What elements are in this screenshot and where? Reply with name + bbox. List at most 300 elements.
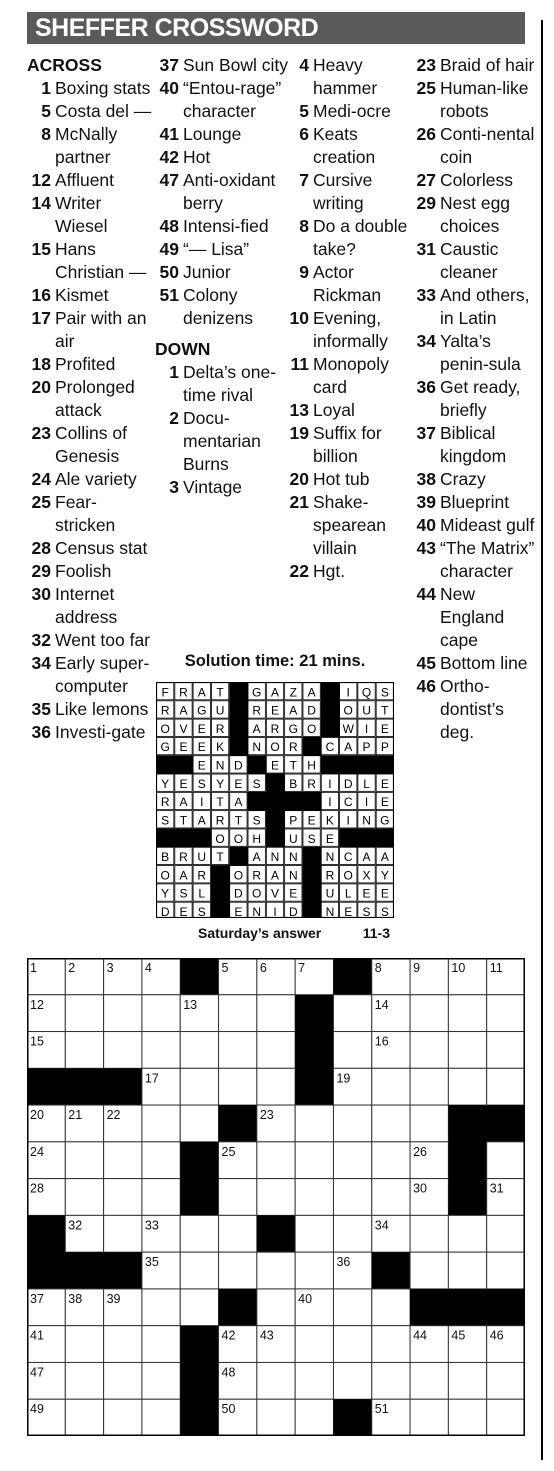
clue-number: 21 bbox=[289, 492, 309, 512]
clue-number: 33 bbox=[416, 285, 436, 305]
mini-letter: S bbox=[197, 905, 206, 918]
grid-cell[interactable] bbox=[333, 1179, 371, 1216]
down-clue-43 bbox=[412, 537, 542, 583]
black-square bbox=[27, 1252, 66, 1289]
down-clue-5 bbox=[285, 100, 410, 123]
down-clue-7 bbox=[285, 169, 410, 215]
grid-cell[interactable] bbox=[104, 995, 142, 1032]
grid-cell[interactable] bbox=[372, 1179, 410, 1216]
across-clue-36 bbox=[27, 721, 155, 744]
clue-number: 16 bbox=[31, 285, 51, 305]
grid-cell[interactable] bbox=[219, 995, 257, 1032]
clue-text: Monopoly card bbox=[313, 354, 389, 397]
grid-cell[interactable] bbox=[295, 1326, 333, 1363]
clue-text: Fear-stricken bbox=[55, 492, 116, 535]
mini-black-square bbox=[266, 792, 285, 811]
grid-cell[interactable] bbox=[257, 1399, 295, 1436]
grid-cell[interactable] bbox=[487, 1399, 525, 1436]
clue-number: 15 bbox=[31, 239, 51, 259]
clue-number: 29 bbox=[416, 193, 436, 213]
title-bar bbox=[27, 12, 525, 44]
mini-letter: I bbox=[364, 795, 369, 810]
clue-number: 36 bbox=[31, 722, 51, 742]
grid-cell[interactable] bbox=[333, 995, 371, 1032]
mini-letter: E bbox=[380, 776, 389, 791]
mini-letter: E bbox=[179, 740, 188, 755]
grid-cell[interactable] bbox=[487, 1252, 525, 1289]
black-square bbox=[104, 1252, 143, 1289]
grid-cell[interactable] bbox=[142, 1362, 180, 1399]
mini-letter: P bbox=[362, 740, 371, 755]
crossword-grid-svg[interactable] bbox=[27, 958, 525, 1436]
grid-cell[interactable] bbox=[104, 1179, 142, 1216]
clue-number: 5 bbox=[299, 101, 309, 121]
grid-cell[interactable] bbox=[372, 1289, 410, 1326]
mini-letter: E bbox=[344, 905, 353, 918]
cell-number: 15 bbox=[30, 1034, 44, 1049]
mini-letter: S bbox=[362, 905, 371, 918]
mini-letter: S bbox=[252, 813, 261, 828]
clue-number: 40 bbox=[159, 78, 179, 98]
cell-number: 32 bbox=[68, 1218, 83, 1233]
clue-number: 20 bbox=[289, 469, 309, 489]
clue-text: Conti-nental coin bbox=[440, 124, 535, 167]
grid-cell[interactable] bbox=[333, 1326, 371, 1363]
grid-cell[interactable] bbox=[410, 1105, 448, 1142]
mini-letter: A bbox=[252, 850, 261, 865]
mini-letter: R bbox=[288, 740, 298, 755]
black-square bbox=[448, 1142, 487, 1179]
mini-letter: E bbox=[197, 740, 206, 755]
cell-number: 36 bbox=[336, 1255, 351, 1270]
grid-cell[interactable] bbox=[142, 1399, 180, 1436]
clue-text: Ale variety bbox=[55, 469, 137, 489]
mini-letter: A bbox=[252, 721, 261, 736]
grid-cell[interactable] bbox=[180, 1105, 218, 1142]
across-clue-5 bbox=[27, 100, 155, 123]
grid-cell[interactable] bbox=[257, 1068, 295, 1105]
clue-number: 25 bbox=[416, 78, 436, 98]
mini-black-square bbox=[321, 755, 340, 774]
grid-cell[interactable] bbox=[180, 1068, 218, 1105]
mini-black-square bbox=[302, 902, 321, 918]
grid-cell[interactable] bbox=[257, 1362, 295, 1399]
clue-text: Suffix for billion bbox=[313, 423, 382, 466]
down-clue-3 bbox=[155, 476, 295, 499]
black-square bbox=[295, 995, 334, 1032]
grid-cell[interactable] bbox=[65, 1142, 103, 1179]
mini-letter: D bbox=[307, 703, 316, 718]
mini-letter: A bbox=[197, 813, 206, 828]
mini-letter: Y bbox=[380, 868, 389, 883]
mini-letter: D bbox=[343, 776, 353, 791]
mini-letter: R bbox=[215, 721, 225, 736]
clue-text: Yalta’s penin-sula bbox=[440, 331, 521, 374]
grid-cell[interactable] bbox=[104, 1362, 142, 1399]
cell-number: 17 bbox=[144, 1071, 159, 1086]
grid-cell[interactable] bbox=[295, 1105, 333, 1142]
mini-letter: U bbox=[362, 703, 371, 718]
mini-letter: K bbox=[216, 740, 225, 755]
grid-cell[interactable] bbox=[65, 1399, 103, 1436]
mini-letter: D bbox=[234, 886, 243, 901]
down-clue-38 bbox=[412, 468, 542, 491]
clue-number: 4 bbox=[299, 55, 309, 75]
grid-cell[interactable] bbox=[142, 995, 180, 1032]
mini-letter: V bbox=[270, 886, 280, 901]
mini-letter: D bbox=[160, 905, 170, 918]
down-clue-19 bbox=[285, 422, 410, 468]
grid-cell[interactable] bbox=[410, 1215, 448, 1252]
mini-letter: B bbox=[161, 850, 170, 865]
grid-cell[interactable] bbox=[180, 1252, 218, 1289]
across-clue-32 bbox=[27, 629, 155, 652]
cell-number: 44 bbox=[413, 1328, 427, 1343]
black-square bbox=[295, 1068, 334, 1105]
grid-cell[interactable] bbox=[487, 995, 525, 1032]
grid-cell[interactable] bbox=[448, 1252, 486, 1289]
grid-cell[interactable] bbox=[410, 995, 448, 1032]
grid-cell[interactable] bbox=[65, 1362, 103, 1399]
mini-letter: N bbox=[288, 868, 298, 883]
grid-cell[interactable] bbox=[333, 1215, 371, 1252]
grid-cell[interactable] bbox=[333, 1105, 371, 1142]
clue-text: Junior bbox=[183, 262, 231, 282]
clue-text: Investi-gate bbox=[55, 722, 146, 742]
clue-number: 31 bbox=[416, 239, 436, 259]
mini-letter: T bbox=[216, 685, 224, 700]
solution-caption-text: Saturday’s answer bbox=[198, 925, 322, 941]
mini-letter: I bbox=[328, 795, 332, 810]
grid-cell[interactable] bbox=[410, 1399, 448, 1436]
grid-cell[interactable] bbox=[448, 1362, 486, 1399]
across-column-1 bbox=[27, 54, 155, 744]
down-column-3 bbox=[285, 54, 410, 583]
across-clue-50 bbox=[155, 261, 295, 284]
grid-cell[interactable] bbox=[372, 1068, 410, 1105]
grid-cell[interactable] bbox=[257, 1032, 295, 1069]
cell-number: 8 bbox=[374, 961, 382, 975]
clue-text: Like lemons bbox=[55, 699, 149, 719]
mini-letter: T bbox=[381, 703, 389, 718]
mini-letter: R bbox=[307, 776, 316, 791]
grid-cell[interactable] bbox=[104, 1215, 142, 1252]
mini-black-square bbox=[321, 719, 340, 738]
grid-cell[interactable] bbox=[295, 1252, 333, 1289]
cell-number: 39 bbox=[106, 1291, 121, 1306]
cell-number: 42 bbox=[221, 1328, 236, 1343]
grid-cell[interactable] bbox=[65, 1179, 103, 1216]
grid-cell[interactable] bbox=[219, 1032, 257, 1069]
black-square bbox=[372, 1252, 411, 1289]
mini-letter: T bbox=[179, 813, 188, 828]
grid-cell[interactable] bbox=[487, 1362, 525, 1399]
clue-heading: ACROSS bbox=[27, 55, 102, 75]
clue-number: 49 bbox=[159, 239, 179, 259]
grid-cell[interactable] bbox=[65, 995, 103, 1032]
mini-letter: A bbox=[270, 868, 280, 883]
mini-letter: O bbox=[233, 868, 244, 883]
mini-letter: E bbox=[234, 905, 243, 918]
across-clue-15 bbox=[27, 238, 155, 284]
mini-letter: E bbox=[197, 758, 206, 773]
mini-letter: E bbox=[307, 813, 316, 828]
mini-black-square bbox=[229, 719, 248, 738]
across-clue-12 bbox=[27, 169, 155, 192]
grid-cell[interactable] bbox=[257, 1289, 295, 1326]
clue-text: “Entou-rage” character bbox=[183, 78, 282, 121]
grid-cell[interactable] bbox=[295, 1215, 333, 1252]
across-clue-16 bbox=[27, 284, 155, 307]
black-square bbox=[180, 1142, 219, 1179]
across-clue-51 bbox=[155, 284, 295, 330]
grid-cell[interactable] bbox=[410, 1032, 448, 1069]
mini-letter: E bbox=[289, 886, 298, 901]
clue-text: Delta’s one-time rival bbox=[183, 362, 277, 405]
grid-cell[interactable] bbox=[257, 1179, 295, 1216]
mini-letter: U bbox=[197, 850, 207, 865]
clue-text: Crazy bbox=[440, 469, 486, 489]
black-square bbox=[410, 1289, 449, 1326]
clue-number: 34 bbox=[416, 331, 436, 351]
grid-cell[interactable] bbox=[448, 1215, 486, 1252]
grid-cell[interactable] bbox=[142, 1105, 180, 1142]
mini-letter: A bbox=[380, 850, 389, 865]
mini-black-square bbox=[211, 883, 230, 902]
mini-letter: D bbox=[234, 758, 243, 773]
mini-black-square bbox=[357, 828, 376, 847]
mini-black-square bbox=[174, 755, 193, 774]
across-clue-34 bbox=[27, 652, 155, 698]
down-clue-4 bbox=[285, 54, 410, 100]
clue-number: 48 bbox=[159, 216, 179, 236]
clue-number: 23 bbox=[416, 55, 436, 75]
down-clue-22 bbox=[285, 560, 410, 583]
down-clue-39 bbox=[412, 491, 542, 514]
mini-black-square bbox=[174, 828, 193, 847]
grid-cell[interactable] bbox=[65, 1032, 103, 1069]
grid-cell[interactable] bbox=[333, 1142, 371, 1179]
crossword-grid[interactable] bbox=[27, 958, 525, 1441]
grid-cell[interactable] bbox=[142, 1142, 180, 1179]
grid-cell[interactable] bbox=[104, 1326, 142, 1363]
mini-letter: I bbox=[328, 776, 332, 791]
down-clue-29 bbox=[412, 192, 542, 238]
clue-text: Census stat bbox=[55, 538, 148, 558]
mini-letter: F bbox=[161, 685, 169, 700]
mini-letter: R bbox=[215, 813, 225, 828]
mini-letter: O bbox=[233, 831, 244, 846]
clue-number: 37 bbox=[159, 55, 179, 75]
cell-number: 3 bbox=[106, 961, 114, 975]
grid-cell[interactable] bbox=[372, 1326, 410, 1363]
down-clue-10 bbox=[285, 307, 410, 353]
cell-number: 6 bbox=[259, 961, 267, 975]
down-clue-31 bbox=[412, 238, 542, 284]
down-clue-20 bbox=[285, 468, 410, 491]
grid-cell[interactable] bbox=[410, 1362, 448, 1399]
grid-cell[interactable] bbox=[487, 1032, 525, 1069]
grid-cell[interactable] bbox=[142, 1032, 180, 1069]
clue-text: New England cape bbox=[440, 584, 505, 650]
clue-text: Costa del — bbox=[55, 101, 152, 121]
grid-cell[interactable] bbox=[410, 1252, 448, 1289]
mini-letter: U bbox=[215, 703, 225, 718]
grid-cell[interactable] bbox=[448, 1399, 486, 1436]
grid-cell[interactable] bbox=[142, 1326, 180, 1363]
clue-number: 38 bbox=[416, 469, 436, 489]
down-clue-13 bbox=[285, 399, 410, 422]
black-square bbox=[65, 1068, 104, 1105]
across-clue-1 bbox=[27, 77, 155, 100]
mini-black-square bbox=[321, 682, 340, 701]
grid-cell[interactable] bbox=[448, 995, 486, 1032]
clue-number: 37 bbox=[416, 423, 436, 443]
mini-black-square bbox=[266, 828, 285, 847]
grid-cell[interactable] bbox=[448, 1032, 486, 1069]
clue-text: McNally partner bbox=[55, 124, 118, 167]
grid-cell[interactable] bbox=[333, 1289, 371, 1326]
grid-cell[interactable] bbox=[487, 1215, 525, 1252]
clue-number: 2 bbox=[169, 408, 179, 428]
clue-text: Loyal bbox=[313, 400, 355, 420]
cell-number: 45 bbox=[451, 1328, 466, 1343]
mini-black-square bbox=[248, 792, 267, 811]
mini-letter: I bbox=[364, 721, 369, 736]
grid-cell[interactable] bbox=[295, 1362, 333, 1399]
across-clue-8 bbox=[27, 123, 155, 169]
mini-letter: T bbox=[216, 850, 224, 865]
grid-cell[interactable] bbox=[295, 1399, 333, 1436]
cell-number: 48 bbox=[221, 1365, 236, 1380]
black-square bbox=[27, 1068, 66, 1105]
mini-black-square bbox=[266, 774, 285, 793]
grid-cell[interactable] bbox=[257, 995, 295, 1032]
mini-black-square bbox=[284, 792, 303, 811]
mini-letter: S bbox=[161, 813, 170, 828]
mini-letter: A bbox=[362, 850, 371, 865]
grid-cell[interactable] bbox=[104, 1142, 142, 1179]
grid-cell[interactable] bbox=[257, 1142, 295, 1179]
cell-number: 2 bbox=[68, 961, 76, 975]
clue-text: Anti-oxidant berry bbox=[183, 170, 276, 213]
mini-letter: S bbox=[252, 776, 261, 791]
clue-number: 9 bbox=[299, 262, 309, 282]
across-clue-30 bbox=[27, 583, 155, 629]
mini-letter: I bbox=[200, 795, 204, 810]
mini-letter: A bbox=[344, 740, 353, 755]
clue-text: Evening, informally bbox=[313, 308, 388, 351]
grid-cell[interactable] bbox=[180, 1215, 218, 1252]
black-square bbox=[219, 1289, 258, 1326]
clue-text: Heavy hammer bbox=[313, 55, 378, 98]
grid-cell[interactable] bbox=[295, 1142, 333, 1179]
grid-cell[interactable] bbox=[219, 1068, 257, 1105]
black-square bbox=[333, 1399, 372, 1436]
cell-number: 22 bbox=[106, 1108, 121, 1123]
grid-cell[interactable] bbox=[142, 1289, 180, 1326]
mini-letter: A bbox=[179, 795, 188, 810]
grid-cell[interactable] bbox=[257, 1252, 295, 1289]
mini-letter: R bbox=[160, 795, 170, 810]
mini-letter: E bbox=[197, 721, 206, 736]
grid-cell[interactable] bbox=[372, 1105, 410, 1142]
solution-date: 11-3 bbox=[362, 925, 390, 941]
clue-text: Pair with an air bbox=[55, 308, 147, 351]
mini-letter: A bbox=[197, 685, 206, 700]
grid-cell[interactable] bbox=[333, 1032, 371, 1069]
grid-cell[interactable] bbox=[142, 1179, 180, 1216]
grid-cell[interactable] bbox=[487, 1068, 525, 1105]
mini-black-square bbox=[302, 792, 321, 811]
grid-cell[interactable] bbox=[180, 1032, 218, 1069]
clue-number: 44 bbox=[416, 584, 436, 604]
cell-number: 30 bbox=[413, 1181, 427, 1196]
grid-cell[interactable] bbox=[372, 1142, 410, 1179]
down-clue-27 bbox=[412, 169, 542, 192]
mini-letter: E bbox=[234, 776, 243, 791]
mini-letter: I bbox=[346, 685, 350, 700]
grid-cell[interactable] bbox=[372, 1362, 410, 1399]
clue-number: 34 bbox=[31, 653, 51, 673]
grid-cell[interactable] bbox=[410, 1068, 448, 1105]
grid-cell[interactable] bbox=[104, 1032, 142, 1069]
clue-text: Braid of hair bbox=[440, 55, 535, 75]
mini-letter: N bbox=[325, 850, 335, 865]
clue-text: Keats creation bbox=[313, 124, 376, 167]
clue-text: Collins of Genesis bbox=[55, 423, 127, 466]
grid-cell[interactable] bbox=[219, 1179, 257, 1216]
mini-letter: N bbox=[325, 905, 335, 918]
grid-cell[interactable] bbox=[219, 1215, 257, 1252]
clue-text: Colony denizens bbox=[183, 285, 254, 328]
clue-number: 7 bbox=[299, 170, 309, 190]
mini-letter: I bbox=[346, 813, 350, 828]
mini-letter: O bbox=[343, 868, 353, 883]
mini-letter: E bbox=[362, 886, 371, 901]
mini-black-square bbox=[321, 700, 340, 719]
mini-black-square bbox=[302, 847, 321, 866]
cell-number: 37 bbox=[30, 1291, 44, 1306]
grid-cell[interactable] bbox=[219, 1252, 257, 1289]
clue-number: 6 bbox=[299, 124, 309, 144]
mini-letter: E bbox=[380, 795, 389, 810]
cell-number: 21 bbox=[68, 1108, 83, 1123]
grid-cell[interactable] bbox=[487, 1142, 525, 1179]
grid-cell[interactable] bbox=[333, 1362, 371, 1399]
grid-cell[interactable] bbox=[295, 1179, 333, 1216]
mini-black-square bbox=[193, 828, 212, 847]
grid-cell[interactable] bbox=[180, 1289, 218, 1326]
grid-cell[interactable] bbox=[65, 1326, 103, 1363]
mini-letter: T bbox=[289, 758, 297, 773]
mini-letter: S bbox=[307, 831, 316, 846]
clue-number: 45 bbox=[416, 653, 436, 673]
clue-number: 23 bbox=[31, 423, 51, 443]
mini-letter: N bbox=[362, 813, 371, 828]
cell-number: 28 bbox=[30, 1181, 44, 1196]
cell-number: 10 bbox=[451, 961, 466, 975]
mini-letter: G bbox=[288, 721, 298, 736]
cell-number: 47 bbox=[30, 1365, 44, 1380]
mini-black-square bbox=[211, 902, 230, 918]
cell-number: 40 bbox=[298, 1291, 313, 1306]
clue-number: 39 bbox=[416, 492, 436, 512]
grid-cell[interactable] bbox=[104, 1399, 142, 1436]
clue-heading: DOWN bbox=[155, 339, 211, 359]
mini-black-square bbox=[156, 828, 175, 847]
grid-cell[interactable] bbox=[448, 1068, 486, 1105]
